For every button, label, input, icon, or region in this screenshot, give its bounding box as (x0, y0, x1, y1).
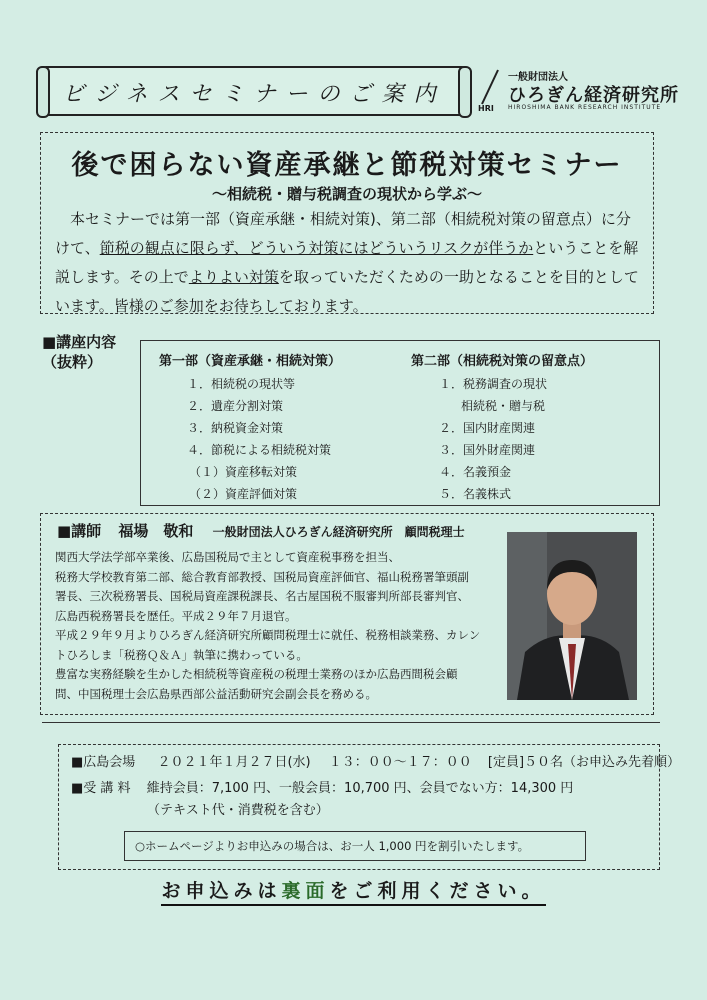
lecturer-bio (55, 548, 505, 704)
part1-item: （２）資産評価対策 (189, 487, 298, 501)
portrait-icon (507, 532, 637, 700)
fee-label: ■受 講 料 (71, 781, 131, 796)
bio-line: 広島西税務署長を歴任。平成２９年７月退官。 (55, 608, 297, 623)
footer-post: をご利用ください。 (329, 880, 546, 902)
bio-line: 平成２９年９月よりひろぎん経済研究所顧問税理士に就任、税務相談業務、カレン (55, 628, 481, 642)
bio-line: トひろしま「税務Ｑ＆Ａ」執筆に携わっている。 (55, 647, 308, 662)
bio-line: 署長、三次税務署長、国税局資産課税課長、名古屋国税不服審判所部長審判官、 (55, 589, 469, 603)
fee-detail: 維持会員：7,100 円、一般会員：10,700 円、会員でない方：14,300 円 (146, 781, 574, 796)
intro-part5: を取っていただくための一助となることを目的としています。皆様のご参加をお待ちしております。 (55, 268, 639, 315)
venue-line (71, 751, 680, 770)
footer-callout (0, 876, 707, 903)
part1-column (159, 351, 341, 505)
seminar-title-box (40, 132, 654, 314)
footer-text (161, 880, 545, 906)
lecturer-photo (507, 532, 637, 700)
org-abbr: HRI (478, 104, 494, 113)
bio-line: 税務大学校教育第二部、総合教育部教授、国税局資産評価官、福山税務署筆頭副 (55, 569, 469, 584)
banner-scroll (42, 66, 466, 116)
org-name: ひろぎん経済研究所 (508, 85, 679, 106)
org-type: 一般財団法人 (508, 72, 568, 83)
lecturer-affiliation: 一般財団法人ひろぎん経済研究所 顧問税理士 (212, 525, 465, 539)
venue-date: ２０２１年１月２７日(水) (157, 755, 311, 770)
seminar-intro (55, 205, 641, 321)
part1-item: ４．節税による相続税対策 (187, 443, 332, 457)
discount-note: ○ホームページよりお申込みの場合は、お一人 1,000 円を割引いたします。 (124, 831, 586, 861)
seminar-subtitle: ～相続税・贈与税調査の現状から学ぶ～ (211, 185, 482, 203)
lecturer-name: 福場 敬和 (118, 522, 194, 540)
part1-item: ３．納税資金対策 (187, 421, 284, 435)
venue-time: １３：００～１７：００ (328, 755, 472, 770)
course-heading (42, 332, 116, 372)
intro-part3: ということを解説します。その上で (55, 239, 639, 286)
fee-note: （テキスト代・消費税を含む） (147, 803, 329, 818)
intro-part1: 本セミナーでは第一部（資産承継・相続対策)、第二部（相続税対策の留意点）に分けて、 (55, 210, 631, 257)
part2-title: 第二部（相続税対策の留意点） (411, 354, 594, 369)
org-logo (478, 66, 678, 116)
part2-item: ５．名義株式 (439, 487, 512, 501)
bio-line: 豊富な実務経験を生かした相続税等資産税の税理士業務のほか広島西間税会顧 (55, 667, 458, 681)
seminar-title: 後で困らない資産承継と節税対策セミナー (71, 150, 623, 181)
bio-line: 関西大学法学部卒業後、広島国税局で主として資産税事務を担当、 (55, 550, 400, 564)
course-heading-text: ■講座内容 (42, 333, 117, 351)
part2-item: ４．名義預金 (439, 465, 512, 479)
banner-text: ビジネスセミナーのご案内 (62, 82, 446, 107)
part1-item: ２．遺産分割対策 (187, 399, 284, 413)
part2-item: ２．国内財産関連 (439, 421, 536, 435)
part2-item: 相続税・贈与税 (461, 399, 546, 413)
footer-ura: 裏面 (281, 880, 330, 902)
intro-part2: 節税の観点に限らず、どういう対策にはどういうリスクが伴うか (99, 239, 534, 257)
divider (42, 722, 660, 723)
part1-item: １．相続税の現状等 (187, 377, 296, 391)
venue-capacity: [定員]５０名（お申込み先着順） (487, 755, 681, 770)
part1-title: 第一部（資産承継・相続対策） (159, 354, 342, 369)
footer-pre: お申込みは (161, 880, 282, 902)
fee-line (71, 777, 573, 796)
lecturer-label: ■講師 (57, 522, 102, 540)
intro-part4: よりよい対策 (188, 268, 279, 286)
course-box (140, 340, 660, 506)
bio-line: 問、中国税理士会広島県西部公益活動研究会副会長を務める。 (55, 686, 377, 701)
venue-label: ■広島会場 (71, 755, 136, 770)
lecturer-box (40, 513, 654, 715)
org-name-en: HIROSHIMA BANK RESEARCH INSTITUTE (508, 104, 662, 111)
course-heading-sub: （抜粋） (42, 353, 103, 371)
part2-item: １．税務調査の現状 (439, 377, 548, 391)
part1-item: （１）資産移転対策 (189, 465, 298, 479)
part2-column (411, 351, 593, 505)
part2-item: ３．国外財産関連 (439, 443, 536, 457)
lecturer-heading (57, 520, 465, 541)
